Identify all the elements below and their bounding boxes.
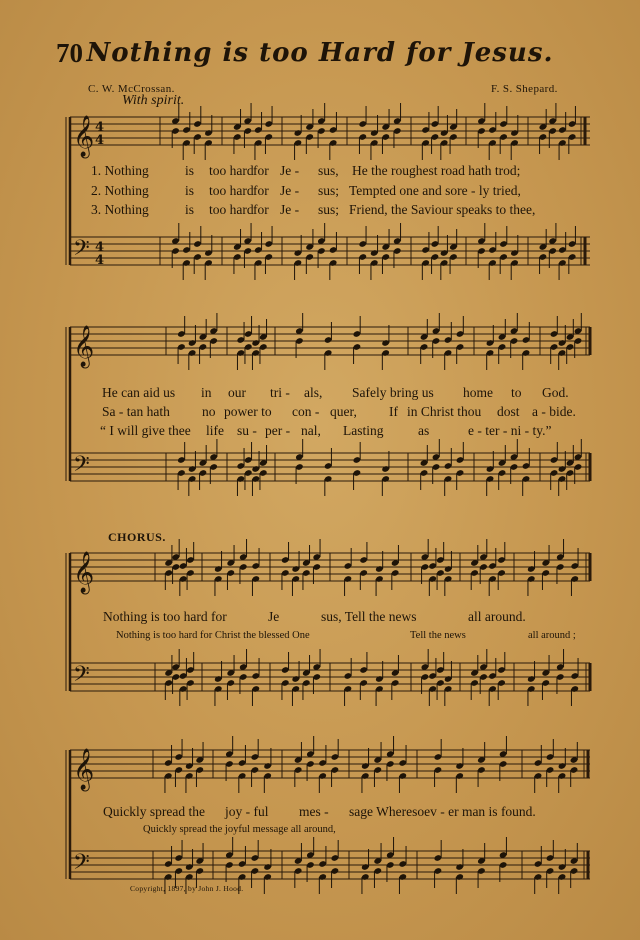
chorus-bass-line-2: Quickly spread the joyful message all around, <box>143 824 336 835</box>
bass-clef-icon: 𝄢 <box>73 662 90 692</box>
bass-clef-icon: 𝄢 <box>73 850 90 880</box>
treble-clef-icon: 𝄞 <box>73 749 95 790</box>
verse-1-line-a: 1. Nothing is too hard for Je - sus, He the roughest road hath trod; <box>91 163 521 178</box>
verse-3-line-b: “ I will give thee life su - per - nal, Lasting as e - ter - ni - ty.” <box>100 423 552 438</box>
bass-clef-icon: 𝄢 <box>73 236 90 266</box>
verse-3-line-a: 3. Nothing is too hard for Je - sus; Friend, the Saviour speaks to thee, <box>91 202 536 217</box>
treble-clef-icon: 𝄞 <box>73 552 95 593</box>
hymn-title: Nothing is too Hard for Jesus. <box>86 38 554 68</box>
treble-clef-icon: 𝄞 <box>73 116 95 157</box>
chorus-line-2: Quickly spread the joy - ful mes - sage Wheresoev - er man is found. <box>103 804 536 819</box>
chorus-line-1: Nothing is too hard for Je sus, Tell the news all around. <box>103 609 526 624</box>
chorus-bass-line-1: Nothing is too hard for Christ the blessed One Tell the news all around ; <box>116 630 576 641</box>
chorus-label: CHORUS. <box>108 530 166 544</box>
verse-1-line-b: He can aid us in our tri - als, Safely bring us home to God. <box>102 385 569 400</box>
svg-text:4: 4 <box>95 133 105 148</box>
copyright-notice: Copyright, 1897, by John J. Hood. <box>130 884 244 893</box>
treble-clef-icon: 𝄞 <box>73 326 95 367</box>
bass-clef-icon: 𝄢 <box>73 452 90 482</box>
composer-credit: F. S. Shepard. <box>491 83 558 95</box>
verse-2-line-b: Sa - tan hath no power to con - quer, If in Christ thou dost a - bide. <box>102 404 576 419</box>
svg-text:4: 4 <box>95 253 105 268</box>
page-number: 70 <box>56 38 83 68</box>
lyricist-credit: C. W. McCrossan. <box>88 83 175 95</box>
svg-text:4: 4 <box>95 120 105 135</box>
verse-2-line-a: 2. Nothing is too hard for Je - sus; Tempted one and sore - ly tried, <box>91 183 521 198</box>
svg-text:4: 4 <box>95 240 105 255</box>
tempo-marking: With spirit. <box>122 93 185 108</box>
